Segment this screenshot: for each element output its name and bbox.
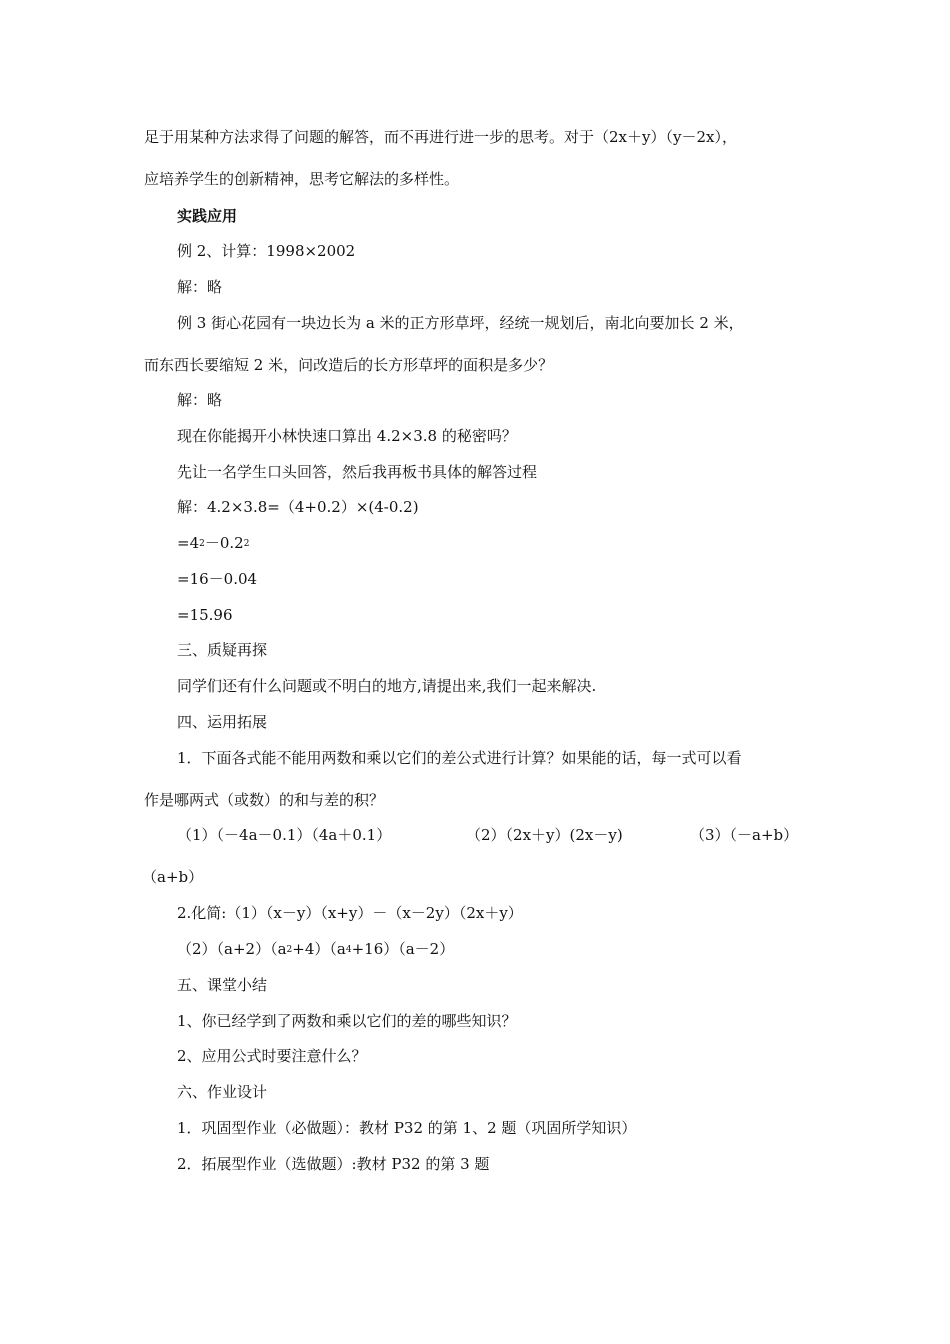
calc-line-1: 解：4.2×3.8=（4+0.2）×(4-0.2) [177,498,419,516]
teacher-note: 先让一名学生口头回答，然后我再板书具体的解答过程 [177,463,538,481]
question-secret: 现在你能揭开小林快速口算出 4.2×3.8 的秘密吗？ [177,427,517,445]
homework-1: 1．巩固型作业（必做题）：教材 P32 的第 1、2 题（巩固所学知识） [177,1119,637,1137]
section-4-title: 四、运用拓展 [177,713,268,731]
exercise-1-item-3: （3）（－a+b） [690,826,799,844]
exercise-2-line-1: 2.化简:（1）（x－y）（x+y）－（x－2y）（2x＋y） [177,904,523,922]
example-3-line-2: 而东西长要缩短 2 米，问改造后的长方形草坪的面积是多少？ [144,356,554,374]
solution-omitted-1: 解：略 [177,278,223,296]
exercise-1-item-2: （2）（2x＋y）(2x－y) [466,826,623,844]
section-5-title: 五、课堂小结 [177,976,268,994]
solution-omitted-2: 解：略 [177,391,223,409]
exercise-1-line-2: 作是哪两式（或数）的和与差的积？ [144,791,385,809]
calc-line-3: =16－0.04 [177,570,258,588]
calc-line-4: =15.96 [177,606,233,624]
homework-2: 2．拓展型作业（选做题）:教材 P32 的第 3 题 [177,1155,490,1173]
exercise-2-line-2: $(2)(a+2)(a^2+4)(a^4+16)(a-2)$ [177,940,455,958]
calc-line-2: $=4^2-0.2^2$ [177,534,250,552]
exercise-1-line-1: 1．下面各式能不能用两数和乘以它们的差公式进行计算？如果能的话，每一式可以看 [177,749,742,767]
example-2: 例 2、计算：1998×2002 [177,242,356,260]
intro-paragraph-line-1: 足于用某种方法求得了问题的解答，而不再进行进一步的思考。对于（2x＋y）（y－2x）， [144,128,737,146]
summary-question-1: 1、你已经学到了两数和乘以它们的差的哪些知识？ [177,1012,517,1030]
exercise-1-item-3-continued: （a+b） [142,868,204,886]
section-6-title: 六、作业设计 [177,1083,268,1101]
example-3-line-1: 例 3 街心花园有一块边长为 a 米的正方形草坪，经统一规划后，南北向要加长 2 米， [177,314,744,332]
heading-practice: 实践应用 [177,207,238,225]
exercise-1-item-1: （1）（－4a－0.1）（4a＋0.1） [177,826,392,844]
section-3-text: 同学们还有什么问题或不明白的地方,请提出来,我们一起来解决. [177,677,597,695]
section-3-title: 三、质疑再探 [177,641,268,659]
intro-paragraph-line-2: 应培养学生的创新精神，思考它解法的多样性。 [144,170,460,188]
summary-question-2: 2、应用公式时要注意什么？ [177,1047,367,1065]
